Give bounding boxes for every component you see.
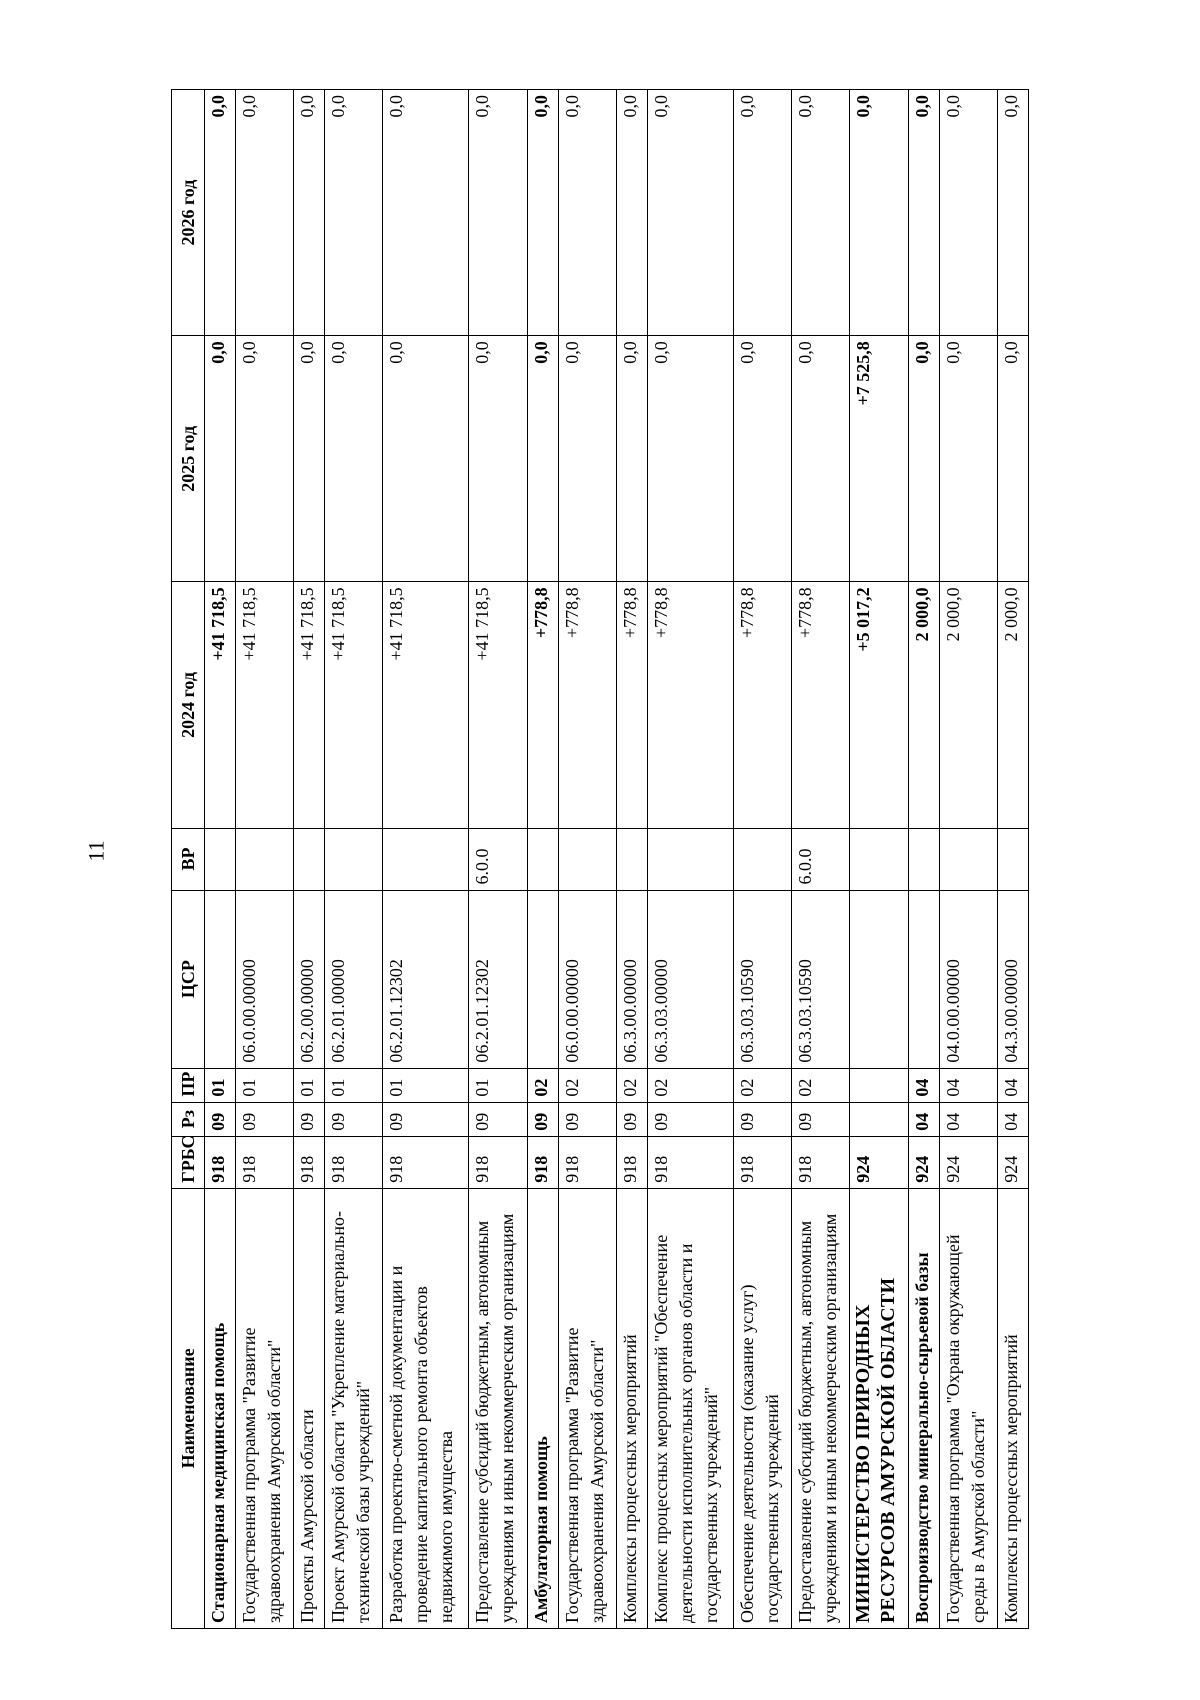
cell-2026: 0,0 [792, 90, 850, 336]
cell-2024: +5 017,2 [850, 582, 908, 828]
cell-2025: 0,0 [733, 336, 791, 582]
table-row [998, 90, 1029, 1629]
cell-2026: 0,0 [558, 90, 616, 336]
cell-csr: 06.2.01.12302 [469, 890, 527, 1068]
cell-csr: 06.2.01.00000 [325, 890, 383, 1068]
cell-name: Комплекс процессных мероприятий "Обеспечение деятельности исполнительных органов области и государственных учреждений" [647, 1188, 733, 1628]
cell-pr: 01 [383, 1068, 469, 1102]
table-row [733, 90, 791, 1629]
cell-2025: 0,0 [616, 336, 647, 582]
cell-csr: 06.0.00.00000 [558, 890, 616, 1068]
cell-csr: 06.2.00.00000 [294, 890, 325, 1068]
cell-name: Комплексы процессных мероприятий [998, 1188, 1029, 1628]
cell-csr: 06.3.03.10590 [733, 890, 791, 1068]
cell-2024: 2 000,0 [998, 582, 1029, 828]
cell-csr: 06.2.01.12302 [383, 890, 469, 1068]
cell-pr: 01 [469, 1068, 527, 1102]
cell-rz: 09 [235, 1102, 293, 1136]
cell-name: Государственная программа "Развитие здравоохранения Амурской области" [235, 1188, 293, 1628]
cell-rz: 09 [616, 1102, 647, 1136]
table-header-row [172, 90, 205, 1629]
cell-rz: 09 [733, 1102, 791, 1136]
cell-pr: 01 [294, 1068, 325, 1102]
cell-grbs: 918 [647, 1136, 733, 1188]
header-2024: 2024 год [172, 582, 205, 828]
header-rz: Рз [172, 1102, 205, 1136]
cell-2026: 0,0 [939, 90, 997, 336]
table-row [383, 90, 469, 1629]
cell-2025: +7 525,8 [850, 336, 908, 582]
cell-2025: 0,0 [998, 336, 1029, 582]
cell-pr: 02 [616, 1068, 647, 1102]
cell-2024: +778,8 [527, 582, 558, 828]
cell-2025: 0,0 [469, 336, 527, 582]
cell-grbs: 918 [294, 1136, 325, 1188]
table-row [558, 90, 616, 1629]
cell-name: Предоставление субсидий бюджетным, автономным учреждениям и иным некоммерческим организациям [792, 1188, 850, 1628]
cell-rz: 09 [294, 1102, 325, 1136]
header-csr: ЦСР [172, 890, 205, 1068]
cell-name: Предоставление субсидий бюджетным, автономным учреждениям и иным некоммерческим организациям [469, 1188, 527, 1628]
cell-csr: 04.3.00.00000 [998, 890, 1029, 1068]
cell-2025: 0,0 [647, 336, 733, 582]
cell-pr: 04 [908, 1068, 939, 1102]
table-row [616, 90, 647, 1629]
cell-csr: 06.3.03.10590 [792, 890, 850, 1068]
cell-vr [647, 828, 733, 890]
cell-2024: 2 000,0 [908, 582, 939, 828]
cell-grbs: 918 [469, 1136, 527, 1188]
header-grbs: ГРБС [172, 1136, 205, 1188]
cell-name: Государственная программа "Развитие здравоохранения Амурской области" [558, 1188, 616, 1628]
table-body [205, 90, 1029, 1629]
cell-rz: 09 [558, 1102, 616, 1136]
cell-csr: 06.0.00.00000 [235, 890, 293, 1068]
cell-pr: 04 [998, 1068, 1029, 1102]
cell-2024: +778,8 [616, 582, 647, 828]
cell-vr: 6.0.0 [469, 828, 527, 890]
header-pr: ПР [172, 1068, 205, 1102]
cell-2024: +41 718,5 [383, 582, 469, 828]
cell-rz: 04 [939, 1102, 997, 1136]
cell-2025: 0,0 [325, 336, 383, 582]
table-row [469, 90, 527, 1629]
cell-rz: 04 [908, 1102, 939, 1136]
cell-rz: 09 [469, 1102, 527, 1136]
cell-2024: +41 718,5 [205, 582, 236, 828]
cell-name: Воспроизводство минерально-сырьевой базы [908, 1188, 939, 1628]
table-row [850, 90, 908, 1629]
cell-2024: +41 718,5 [294, 582, 325, 828]
cell-csr [850, 890, 908, 1068]
cell-vr [325, 828, 383, 890]
cell-grbs: 918 [527, 1136, 558, 1188]
cell-2026: 0,0 [998, 90, 1029, 336]
header-vr: ВР [172, 828, 205, 890]
cell-pr: 02 [647, 1068, 733, 1102]
cell-rz: 09 [383, 1102, 469, 1136]
cell-2025: 0,0 [383, 336, 469, 582]
cell-2025: 0,0 [294, 336, 325, 582]
cell-csr [908, 890, 939, 1068]
table-row [325, 90, 383, 1629]
cell-name: Разработка проектно-сметной документации и проведение капитального ремонта объектов недвижимого имущества [383, 1188, 469, 1628]
cell-csr [205, 890, 236, 1068]
cell-vr [294, 828, 325, 890]
table-row [908, 90, 939, 1629]
cell-vr [733, 828, 791, 890]
cell-pr: 01 [205, 1068, 236, 1102]
cell-2024: +41 718,5 [469, 582, 527, 828]
cell-2026: 0,0 [294, 90, 325, 336]
cell-2024: +778,8 [558, 582, 616, 828]
cell-grbs: 918 [558, 1136, 616, 1188]
table-row [205, 90, 236, 1629]
cell-csr: 06.3.00.00000 [616, 890, 647, 1068]
cell-vr [205, 828, 236, 890]
cell-2026: 0,0 [383, 90, 469, 336]
cell-vr [558, 828, 616, 890]
cell-grbs: 918 [733, 1136, 791, 1188]
cell-name: Проекты Амурской области [294, 1188, 325, 1628]
cell-rz: 04 [998, 1102, 1029, 1136]
cell-vr [383, 828, 469, 890]
cell-2024: 2 000,0 [939, 582, 997, 828]
cell-vr [939, 828, 997, 890]
cell-rz: 09 [792, 1102, 850, 1136]
cell-grbs: 924 [939, 1136, 997, 1188]
cell-vr [235, 828, 293, 890]
cell-pr [850, 1068, 908, 1102]
cell-vr: 6.0.0 [792, 828, 850, 890]
page-number: 11 [83, 840, 109, 862]
table-row [527, 90, 558, 1629]
cell-pr: 02 [558, 1068, 616, 1102]
table-row [939, 90, 997, 1629]
cell-grbs: 918 [616, 1136, 647, 1188]
cell-2026: 0,0 [205, 90, 236, 336]
cell-pr: 01 [325, 1068, 383, 1102]
cell-2026: 0,0 [733, 90, 791, 336]
cell-2024: +778,8 [733, 582, 791, 828]
cell-vr [908, 828, 939, 890]
cell-2024: +41 718,5 [325, 582, 383, 828]
cell-vr [616, 828, 647, 890]
cell-grbs: 918 [792, 1136, 850, 1188]
cell-2025: 0,0 [558, 336, 616, 582]
cell-grbs: 924 [998, 1136, 1029, 1188]
cell-name: Комплексы процессных мероприятий [616, 1188, 647, 1628]
cell-2026: 0,0 [469, 90, 527, 336]
cell-2026: 0,0 [908, 90, 939, 336]
document-table-container [171, 89, 1029, 1629]
cell-rz [850, 1102, 908, 1136]
cell-grbs: 918 [235, 1136, 293, 1188]
cell-2025: 0,0 [235, 336, 293, 582]
cell-pr: 02 [733, 1068, 791, 1102]
cell-pr: 02 [792, 1068, 850, 1102]
cell-2026: 0,0 [616, 90, 647, 336]
cell-grbs: 924 [908, 1136, 939, 1188]
cell-name: Амбулаторная помощь [527, 1188, 558, 1628]
cell-vr [998, 828, 1029, 890]
table-row [792, 90, 850, 1629]
table-row [235, 90, 293, 1629]
cell-vr [850, 828, 908, 890]
cell-rz: 09 [325, 1102, 383, 1136]
cell-csr: 04.0.00.00000 [939, 890, 997, 1068]
cell-2026: 0,0 [325, 90, 383, 336]
cell-csr: 06.3.03.00000 [647, 890, 733, 1068]
cell-name: МИНИСТЕРСТВО ПРИРОДНЫХ РЕСУРСОВ АМУРСКОЙ ОБЛАСТИ [850, 1188, 908, 1628]
cell-2025: 0,0 [792, 336, 850, 582]
cell-grbs: 924 [850, 1136, 908, 1188]
cell-csr [527, 890, 558, 1068]
cell-2025: 0,0 [939, 336, 997, 582]
cell-2024: +41 718,5 [235, 582, 293, 828]
cell-2026: 0,0 [527, 90, 558, 336]
header-2026: 2026 год [172, 90, 205, 336]
table-row [647, 90, 733, 1629]
cell-rz: 09 [647, 1102, 733, 1136]
cell-2025: 0,0 [527, 336, 558, 582]
budget-table [171, 89, 1029, 1629]
header-name: Наименование [172, 1188, 205, 1628]
cell-2024: +778,8 [647, 582, 733, 828]
cell-2025: 0,0 [908, 336, 939, 582]
cell-grbs: 918 [383, 1136, 469, 1188]
table-row [294, 90, 325, 1629]
cell-name: Проект Амурской области "Укрепление материально-технической базы учреждений" [325, 1188, 383, 1628]
cell-grbs: 918 [205, 1136, 236, 1188]
cell-name: Стационарная медицинская помощь [205, 1188, 236, 1628]
cell-name: Государственная программа "Охрана окружающей среды в Амурской области" [939, 1188, 997, 1628]
cell-pr: 04 [939, 1068, 997, 1102]
cell-rz: 09 [527, 1102, 558, 1136]
cell-pr: 01 [235, 1068, 293, 1102]
cell-2026: 0,0 [235, 90, 293, 336]
cell-rz: 09 [205, 1102, 236, 1136]
cell-name: Обеспечение деятельности (оказание услуг) государственных учреждений [733, 1188, 791, 1628]
cell-2024: +778,8 [792, 582, 850, 828]
cell-vr [527, 828, 558, 890]
header-2025: 2025 год [172, 336, 205, 582]
cell-2026: 0,0 [850, 90, 908, 336]
cell-grbs: 918 [325, 1136, 383, 1188]
cell-pr: 02 [527, 1068, 558, 1102]
cell-2025: 0,0 [205, 336, 236, 582]
cell-2026: 0,0 [647, 90, 733, 336]
